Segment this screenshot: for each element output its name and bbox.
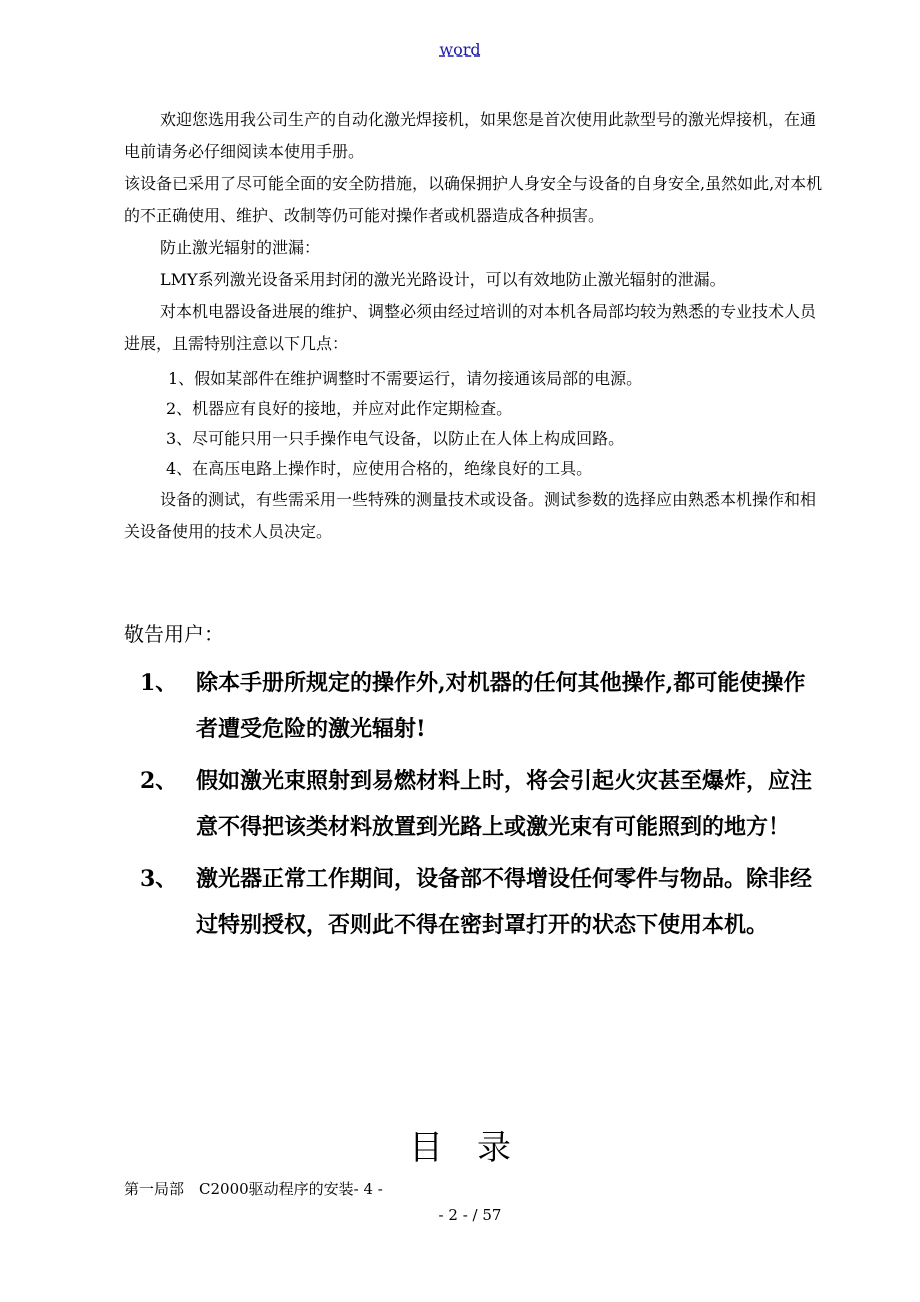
warning-number: 2、 — [140, 768, 178, 794]
toc-entry[interactable]: 第一局部 C2000驱动程序的安装- 4 - — [124, 1180, 383, 1198]
intro-paragraph-1: 欢迎您选用我公司生产的自动化激光焊接机，如果您是首次使用此款型号的激光焊接机，在通电前请务必仔细阅读本使用手册。 — [124, 110, 817, 161]
warning-item — [124, 660, 824, 752]
maintenance-item-2: 2、机器应有良好的接地，并应对此作定期检查。 — [166, 399, 513, 418]
page-number: - 2 - / 57 — [438, 1206, 502, 1224]
warning-number: 1、 — [140, 670, 178, 696]
maintenance-item-4: 4、在高压电路上操作时，应使用合格的，绝缘良好的工具。 — [166, 459, 593, 478]
intro-paragraph-4: LMY系列激光设备采用封闭的激光光路设计，可以有效地防止激光辐射的泄漏。 — [160, 270, 726, 289]
warning-title: 敬告用户： — [124, 622, 224, 646]
warning-text: 除本手册所规定的操作外,对机器的任何其他操作,都可能使操作者遭受危险的激光辐射! — [196, 670, 806, 742]
toc-title: 目录 — [409, 1128, 545, 1168]
warning-item — [124, 856, 824, 948]
warning-item — [124, 758, 824, 850]
intro-paragraph-5: 对本机电器设备进展的维护、调整必须由经过培训的对本机各局部均较为熟悉的专业技术人员进展，且需特别注意以下几点： — [124, 302, 817, 353]
warning-text: 激光器正常工作期间，设备部不得增设任何零件与物品。除非经过特别授权，否则此不得在密封罩打开的状态下使用本机。 — [196, 866, 813, 938]
warning-number: 3、 — [140, 866, 178, 892]
header-word-link[interactable]: word — [439, 40, 481, 59]
maintenance-item-1: 1、假如某部件在维护调整时不需要运行，请勿接通该局部的电源。 — [168, 369, 643, 388]
warning-text: 假如激光束照射到易燃材料上时，将会引起火灾甚至爆炸，应注意不得把该类材料放置到光路上或激光束有可能照到的地方！ — [196, 768, 813, 840]
intro-paragraph-3: 防止激光辐射的泄漏： — [160, 238, 321, 257]
intro-section — [124, 104, 824, 548]
intro-paragraph-2: 该设备已采用了尽可能全面的安全防措施，以确保拥护人身安全与设备的自身安全,虽然如此,对本机的不正确使用、维护、改制等仍可能对操作者或机器造成各种损害。 — [124, 174, 823, 225]
maintenance-item-3: 3、尽可能只用一只手操作电气设备，以防止在人体上构成回路。 — [166, 429, 625, 448]
intro-paragraph-6: 设备的测试，有些需采用一些特殊的测量技术或设备。测试参数的选择应由熟悉本机操作和相关设备使用的技术人员决定。 — [124, 490, 817, 541]
warning-list — [124, 660, 824, 954]
